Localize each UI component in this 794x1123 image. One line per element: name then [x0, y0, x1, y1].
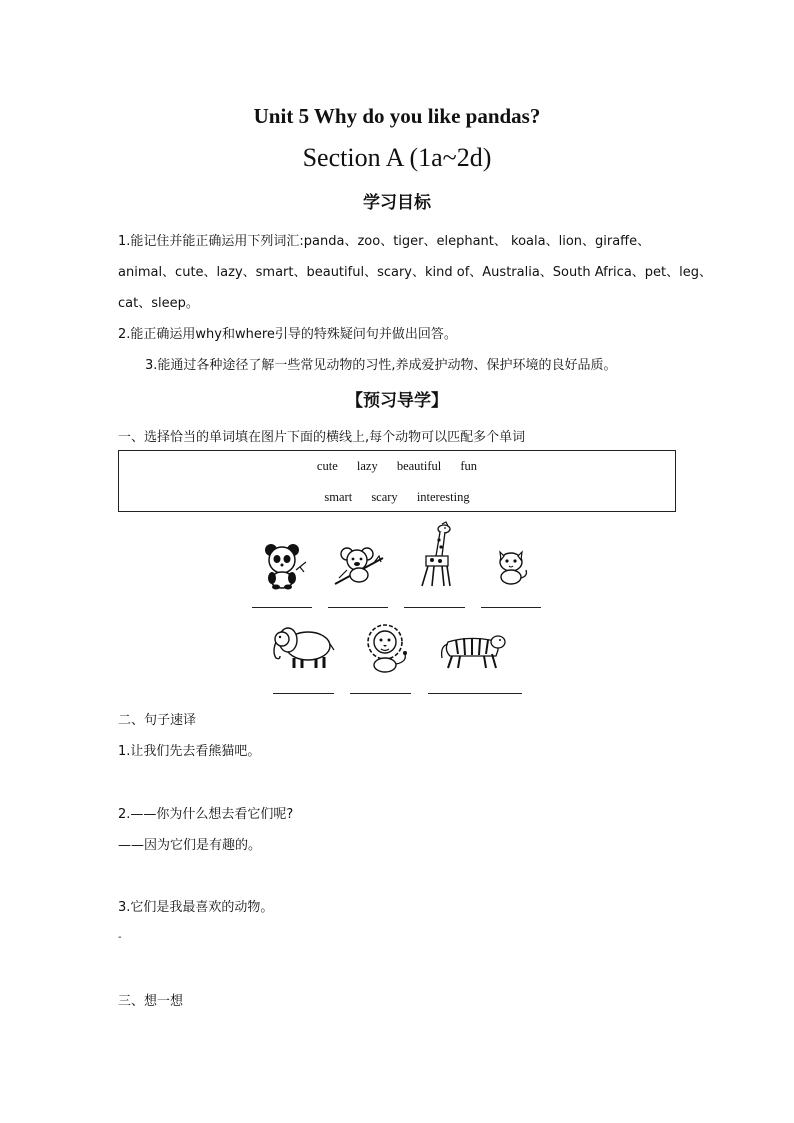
question-2b: ——因为它们是有趣的。 — [118, 838, 262, 853]
word-bank-row-1 — [119, 459, 675, 474]
objective-line-5: 3.能通过各种途径了解一些常见动物的习性,养成爱护动物、保护环境的良好品质。 — [145, 358, 617, 373]
section-title: Section A (1a~2d) — [302, 143, 492, 172]
word-fun: fun — [460, 459, 478, 473]
part1-instruction: 一、选择恰当的单词填在图片下面的横线上,每个动物可以匹配多个单词 — [118, 430, 526, 445]
panda-icon — [256, 540, 312, 590]
objectives-heading: 学习目标 — [363, 193, 431, 213]
giraffe-icon — [414, 520, 454, 588]
question-2a: 2.——你为什么想去看它们呢? — [118, 807, 294, 822]
answer-blank-giraffe[interactable] — [404, 607, 465, 608]
elephant-icon — [270, 624, 336, 670]
answer-blank-tiger[interactable] — [428, 693, 522, 694]
question-1: 1.让我们先去看熊猫吧。 — [118, 744, 261, 759]
word-bank-row-2 — [119, 490, 675, 505]
cat-icon — [492, 546, 530, 586]
question-3: 3.它们是我最喜欢的动物。 — [118, 900, 274, 915]
answer-blank-panda[interactable] — [252, 607, 312, 608]
part2-heading: 二、句子速译 — [118, 713, 197, 728]
tiger-icon — [438, 628, 508, 670]
word-interesting: interesting — [416, 490, 470, 504]
word-cute: cute — [316, 459, 338, 473]
objective-line-2: animal、cute、lazy、smart、beautiful、scary、kind of、Australia、South Africa、pet、leg、 — [118, 265, 712, 280]
word-beautiful: beautiful — [396, 459, 442, 473]
objective-line-3: cat、sleep。 — [118, 296, 199, 311]
objective-line-4: 2.能正确运用why和where引导的特殊疑问句并做出回答。 — [118, 327, 457, 342]
answer-blank-cat[interactable] — [481, 607, 541, 608]
part3-heading: 三、想一想 — [118, 994, 184, 1009]
lion-icon — [361, 622, 413, 674]
word-smart: smart — [324, 490, 353, 504]
objective-line-1: 1.能记住并能正确运用下列词汇:panda、zoo、tiger、elephant、 koala、lion、giraffe、 — [118, 234, 651, 249]
word-bank-box — [118, 450, 676, 512]
unit-title: Unit 5 Why do you like pandas? — [253, 104, 541, 128]
koala-icon — [333, 544, 385, 588]
word-scary: scary — [371, 490, 398, 504]
answer-blank-lion[interactable] — [350, 693, 411, 694]
preview-heading: 【预习导学】 — [346, 391, 448, 411]
stray-dash: - — [118, 932, 122, 943]
answer-blank-koala[interactable] — [328, 607, 388, 608]
word-lazy: lazy — [356, 459, 378, 473]
answer-blank-elephant[interactable] — [273, 693, 334, 694]
